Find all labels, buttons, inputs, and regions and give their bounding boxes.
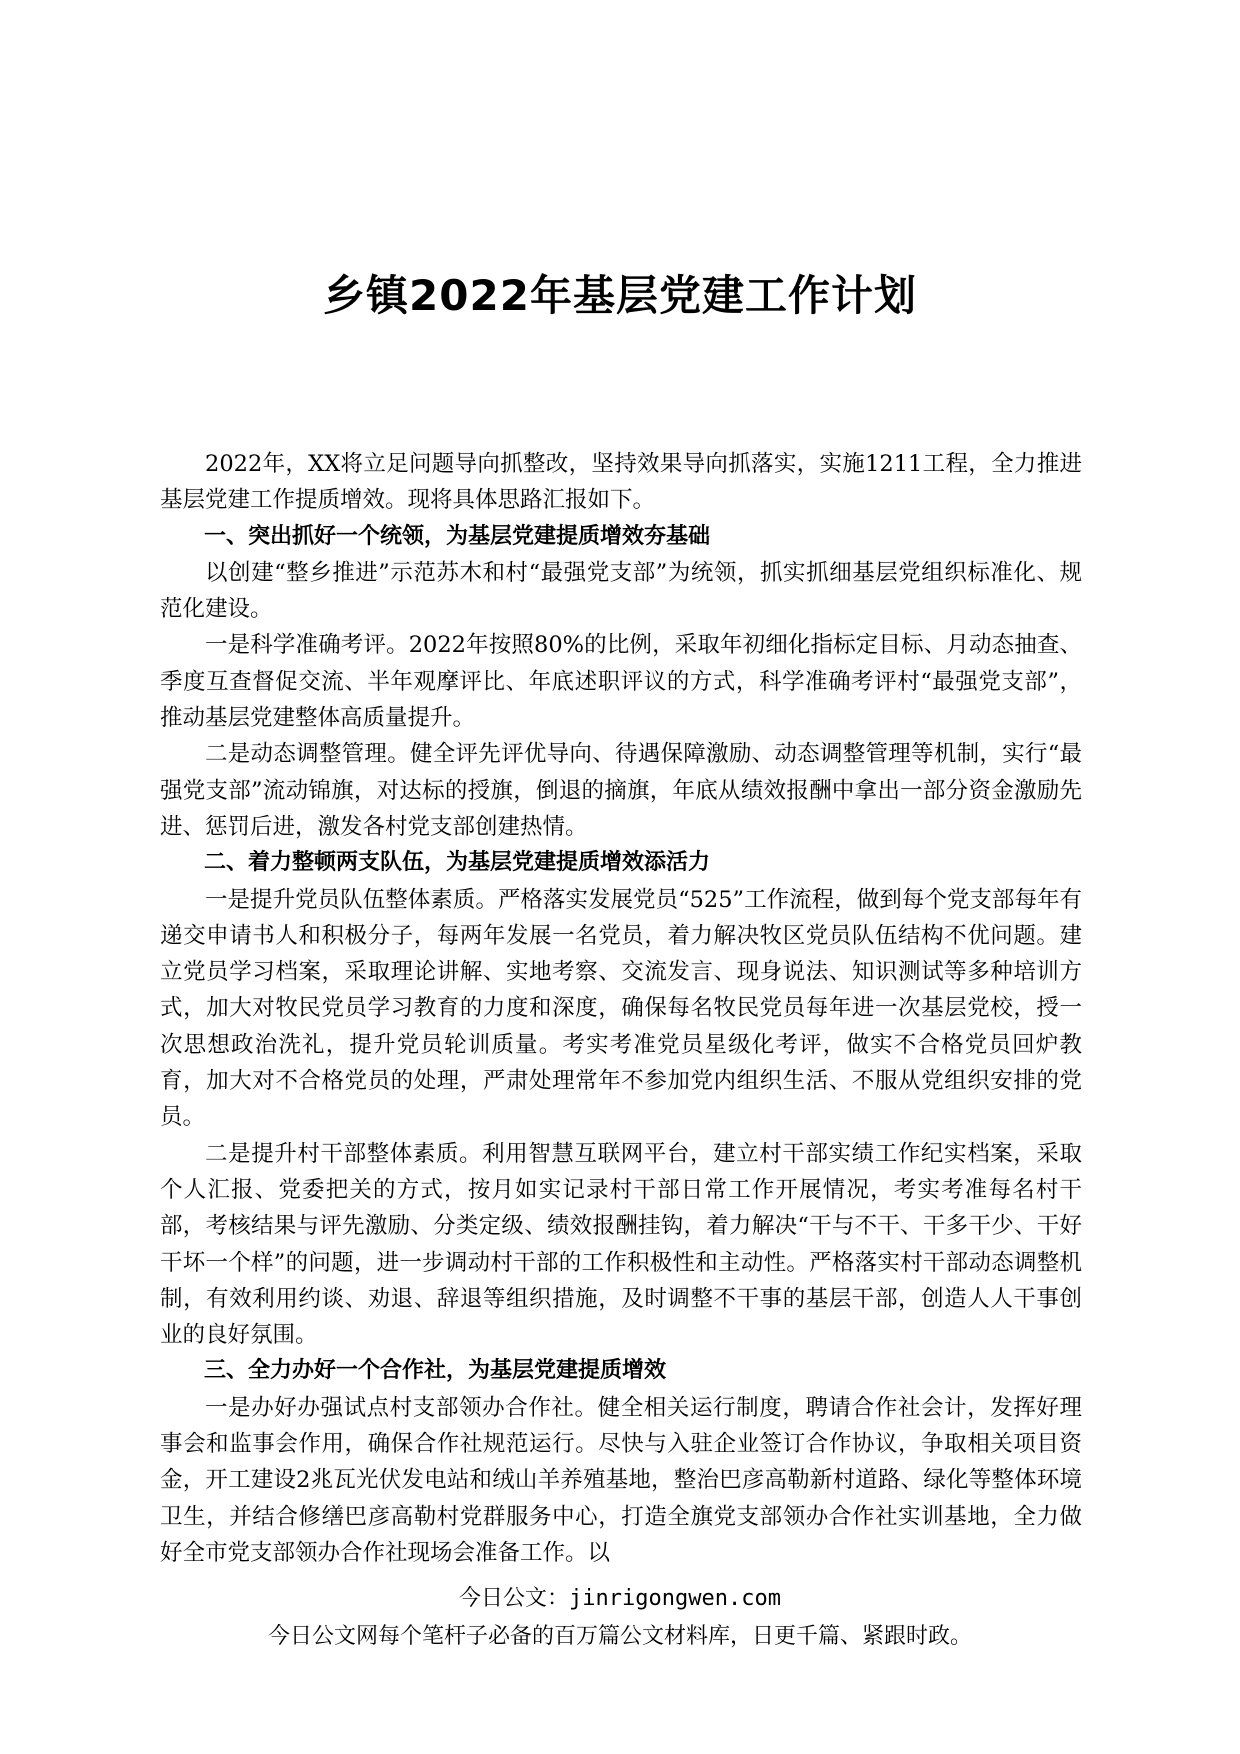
paragraph-intro: 2022年，XX将立足问题导向抓整改，坚持效果导向抓落实，实施1211工程，全力推进基层党建工作提质增效。现将具体思路汇报如下。 bbox=[160, 451, 1082, 514]
paragraph: 一是提升党员队伍整体素质。严格落实发展党员“525”工作流程，做到每个党支部每年有递交申请书人和积极分子，每两年发展一名党员，着力解决牧区党员队伍结构不优问题。建立党员学习档案，采取理论讲解、实地考察、交流发言、现身说法、知识测试等多种培训方式，加大对牧民党员学习教育的力度和深度，确保每名牧民党员每年进一次基层党校，授一次思想政治洗礼，提升党员轮训质量。考实考准党员星级化考评，做实不合格党员回炉教育，加大对不合格党员的处理，严肃处理常年不参加党内组织生活、不服从党组织安排的党员。 bbox=[160, 886, 1082, 1131]
paragraph: 二是提升村干部整体素质。利用智慧互联网平台，建立村干部实绩工作纪实档案，采取个人汇报、党委把关的方式，按月如实记录村干部日常工作开展情况，考实考准每名村干部，考核结果与评先激励、分类定级、绩效报酬挂钩，着力解决“干与不干、干多干少、干好干坏一个样”的问题，进一步调动村干部的工作积极性和主动性。严格落实村干部动态调整机制，有效利用约谈、劝退、辞退等组织措施，及时调整不干事的基层干部，创造人人干事创业的良好氛围。 bbox=[160, 1140, 1082, 1349]
paragraph: 一是办好办强试点村支部领办合作社。健全相关运行制度，聘请合作社会计，发挥好理事会和监事会作用，确保合作社规范运行。尽快与入驻企业签订合作协议，争取相关项目资金，开工建设2兆瓦光伏发电站和绒山羊养殖基地，整治巴彦高勒新村道路、绿化等整体环境卫生，并结合修缮巴彦高勒村党群服务中心，打造全旗党支部领办合作社实训基地，全力做好全市党支部领办合作社现场会准备工作。以 bbox=[160, 1394, 1082, 1566]
section-heading-1: 一、突出抓好一个统领，为基层党建提质增效夯基础 bbox=[204, 523, 711, 549]
footer-site-link[interactable]: jinrigongwen.com bbox=[569, 1586, 781, 1611]
section-heading-2: 二、着力整顿两支队伍，为基层党建提质增效添活力 bbox=[204, 850, 711, 876]
paragraph: 一是科学准确考评。2022年按照80%的比例，采取年初细化指标定目标、月动态抽查、季度互查督促交流、半年观摩评比、年底述职评议的方式，科学准确考评村“最强党支部”，推动基层党建整体高质量提升。 bbox=[160, 632, 1082, 732]
paragraph: 二是动态调整管理。健全评先评优导向、待遇保障激励、动态调整管理等机制，实行“最强党支部”流动锦旗，对达标的授旗，倒退的摘旗，年底从绩效报酬中拿出一部分资金激励先进、惩罚后进，激发各村党支部创建热情。 bbox=[160, 741, 1082, 840]
footer bbox=[0, 1580, 1240, 1656]
document-body bbox=[160, 446, 1082, 1571]
paragraph: 以创建“整乡推进”示范苏木和村“最强党支部”为统领，抓实抓细基层党组织标准化、规范化建设。 bbox=[160, 559, 1082, 623]
page-title: 乡镇2022年基层党建工作计划 bbox=[323, 271, 917, 320]
footer-site-label: 今日公文： bbox=[459, 1586, 570, 1611]
footer-site-line bbox=[0, 1580, 1240, 1618]
footer-slogan: 今日公文网每个笔杆子必备的百万篇公文材料库，日更千篇、紧跟时政。 bbox=[267, 1624, 972, 1649]
section-heading-3: 三、全力办好一个合作社，为基层党建提质增效 bbox=[204, 1358, 667, 1384]
